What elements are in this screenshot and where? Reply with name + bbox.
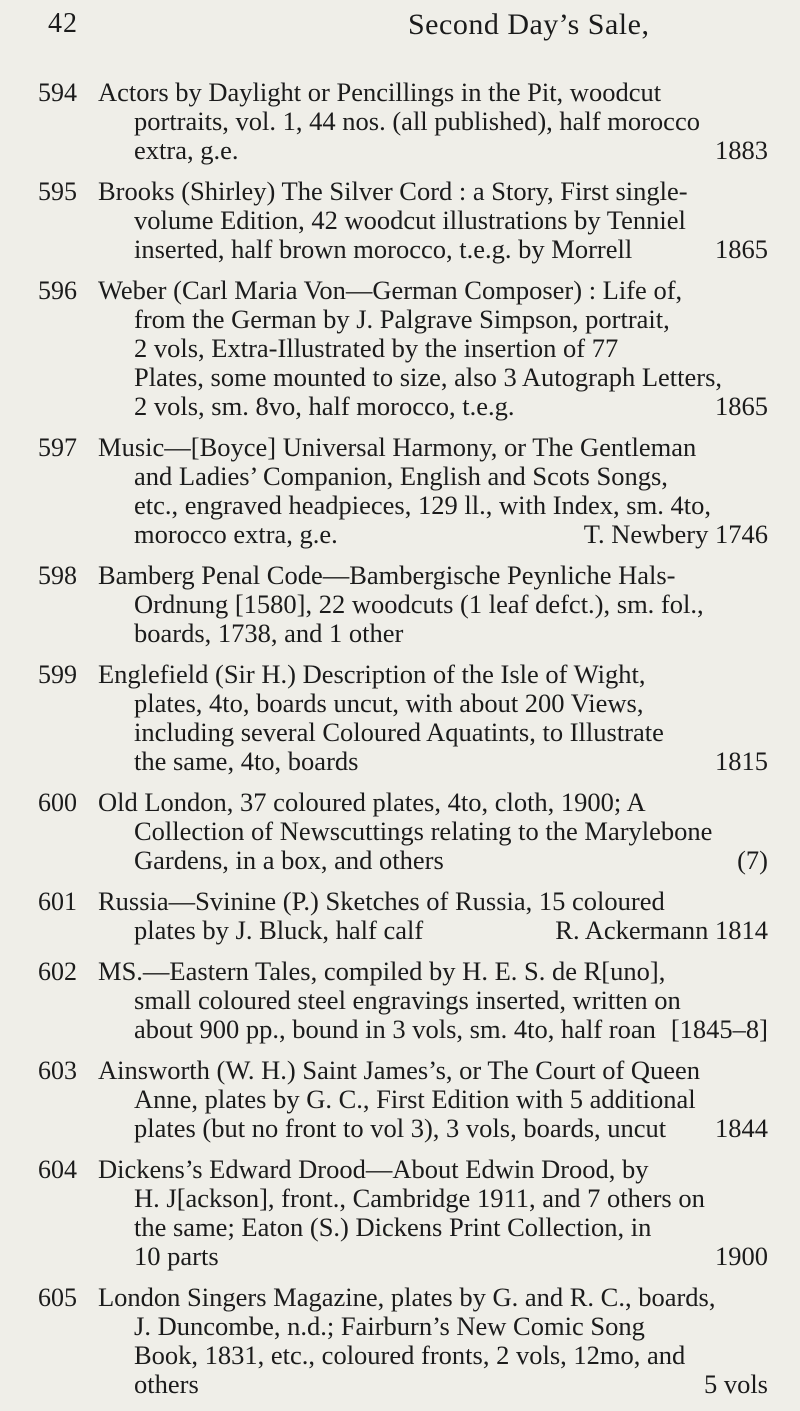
- lot-entry: [0, 177, 800, 264]
- lot-entry: [0, 1283, 800, 1399]
- lot-line: Englefield (Sir H.) Description of the Isle of Wight,: [98, 659, 646, 689]
- lot-description: [98, 1155, 768, 1271]
- lot-line: about 900 pp., bound in 3 vols, sm. 4to, half roan: [134, 1014, 656, 1044]
- lot-line: including several Coloured Aquatints, to Illustrate: [134, 717, 664, 747]
- lot-line: 2 vols, sm. 8vo, half morocco, t.e.g.: [134, 391, 515, 421]
- lot-description: [98, 433, 768, 549]
- lot-number: 601: [38, 887, 77, 916]
- lot-line: and Ladies’ Companion, English and Scots Songs,: [134, 461, 668, 491]
- lot-number: 599: [38, 660, 77, 689]
- lot-entry: [0, 276, 800, 421]
- lot-line: plates by J. Bluck, half calf: [134, 915, 424, 945]
- lot-line-wrap: [98, 957, 768, 986]
- lot-date: 5 vols: [703, 1369, 768, 1399]
- lot-line: Russia—Svinine (P.) Sketches of Russia, 15 coloured: [98, 886, 665, 916]
- lot-date: 1844: [715, 1113, 768, 1143]
- lot-line: from the German by J. Palgrave Simpson, portrait,: [134, 304, 670, 334]
- lot-line: plates (but no front to vol 3), 3 vols, boards, uncut: [134, 1113, 667, 1143]
- lot-line: Gardens, in a box, and others: [134, 845, 444, 875]
- lot-entry: [0, 957, 800, 1044]
- lot-line-wrap: [98, 235, 768, 264]
- lot-line: 10 parts: [134, 1241, 219, 1271]
- lot-line: boards, 1738, and 1 other: [134, 618, 404, 648]
- lot-entry: [0, 1155, 800, 1271]
- lot-list: [0, 78, 800, 1411]
- lot-line-wrap: [98, 107, 768, 136]
- lot-line: Brooks (Shirley) The Silver Cord : a Story, First single-: [98, 176, 688, 206]
- lot-date: (7): [737, 845, 768, 875]
- lot-line-wrap: [98, 177, 768, 206]
- lot-line-wrap: [98, 660, 768, 689]
- lot-line-wrap: [98, 392, 768, 421]
- lot-line-wrap: [98, 747, 768, 776]
- lot-line-wrap: [98, 433, 768, 462]
- lot-line-wrap: [98, 491, 768, 520]
- page-header: [0, 8, 800, 58]
- lot-line: Bamberg Penal Code—Bambergische Peynliche Hals-: [98, 560, 676, 590]
- lot-line: plates, 4to, boards uncut, with about 200 Views,: [134, 688, 644, 718]
- lot-date: 1865: [715, 391, 768, 421]
- lot-description: [98, 78, 768, 165]
- lot-line-wrap: [98, 136, 768, 165]
- lot-date: [1845–8]: [670, 1014, 768, 1044]
- lot-line-wrap: [98, 1114, 768, 1143]
- lot-line-wrap: [98, 561, 768, 590]
- page-number: 42: [48, 8, 78, 39]
- lot-line: 2 vols, Extra-Illustrated by the insertion of 77: [134, 333, 619, 363]
- lot-line-wrap: [98, 817, 768, 846]
- lot-line-wrap: [98, 916, 768, 945]
- lot-date: R. Ackermann 1814: [555, 915, 768, 945]
- lot-line-wrap: [98, 276, 768, 305]
- lot-entry: [0, 788, 800, 875]
- lot-number: 604: [38, 1155, 77, 1184]
- lot-number: 602: [38, 957, 77, 986]
- lot-line-wrap: [98, 363, 768, 392]
- lot-date: 1900: [715, 1241, 768, 1271]
- lot-line: the same; Eaton (S.) Dickens Print Collection, in: [134, 1212, 652, 1242]
- lot-line-wrap: [98, 788, 768, 817]
- lot-line: portraits, vol. 1, 44 nos. (all published), half morocco: [134, 106, 700, 136]
- lot-description: [98, 660, 768, 776]
- lot-line: others: [134, 1369, 199, 1399]
- lot-description: [98, 887, 768, 945]
- lot-line-wrap: [98, 590, 768, 619]
- lot-line-wrap: [98, 689, 768, 718]
- lot-line: Old London, 37 coloured plates, 4to, cloth, 1900; A: [98, 787, 646, 817]
- lot-line-wrap: [98, 1056, 768, 1085]
- lot-line-wrap: [98, 1015, 768, 1044]
- lot-line-wrap: [98, 846, 768, 875]
- lot-line-wrap: [98, 1242, 768, 1271]
- lot-number: 597: [38, 433, 77, 462]
- lot-line: Ainsworth (W. H.) Saint James’s, or The Court of Queen: [98, 1055, 701, 1085]
- lot-entry: [0, 1056, 800, 1143]
- lot-date: T. Newbery 1746: [583, 519, 768, 549]
- lot-date: 1815: [715, 746, 768, 776]
- lot-line: Anne, plates by G. C., First Edition with 5 additional: [134, 1084, 696, 1114]
- lot-line: Plates, some mounted to size, also 3 Autograph Letters,: [134, 362, 723, 392]
- lot-line-wrap: [98, 1312, 768, 1341]
- lot-line: volume Edition, 42 woodcut illustrations by Tenniel: [134, 205, 686, 235]
- lot-entry: [0, 561, 800, 648]
- lot-line: H. J[ackson], front., Cambridge 1911, and 7 others on: [134, 1183, 705, 1213]
- lot-line: Book, 1831, etc., coloured fronts, 2 vols, 12mo, and: [134, 1340, 686, 1370]
- lot-description: [98, 1056, 768, 1143]
- lot-line: Weber (Carl Maria Von—German Composer) : Life of,: [98, 275, 683, 305]
- lot-line-wrap: [98, 1341, 768, 1370]
- lot-line: MS.—Eastern Tales, compiled by H. E. S. de R[uno],: [98, 956, 666, 986]
- lot-line-wrap: [98, 718, 768, 747]
- lot-line-wrap: [98, 1370, 768, 1399]
- lot-description: [98, 177, 768, 264]
- lot-line-wrap: [98, 206, 768, 235]
- lot-line: morocco extra, g.e.: [134, 519, 338, 549]
- lot-line: the same, 4to, boards: [134, 746, 359, 776]
- lot-date: 1865: [715, 234, 768, 264]
- lot-entry: [0, 433, 800, 549]
- lot-line: London Singers Magazine, plates by G. and R. C., boards,: [98, 1282, 716, 1312]
- lot-line-wrap: [98, 520, 768, 549]
- lot-number: 600: [38, 788, 77, 817]
- lot-entry: [0, 887, 800, 945]
- lot-line: inserted, half brown morocco, t.e.g. by Morrell: [134, 234, 633, 264]
- lot-entry: [0, 78, 800, 165]
- lot-description: [98, 788, 768, 875]
- lot-line: small coloured steel engravings inserted, written on: [134, 985, 681, 1015]
- lot-line: extra, g.e.: [134, 135, 239, 165]
- lot-date: 1883: [715, 135, 768, 165]
- lot-number: 595: [38, 177, 77, 206]
- lot-description: [98, 561, 768, 648]
- lot-line-wrap: [98, 334, 768, 363]
- lot-line-wrap: [98, 462, 768, 491]
- lot-number: 598: [38, 561, 77, 590]
- lot-line-wrap: [98, 1283, 768, 1312]
- lot-description: [98, 276, 768, 421]
- lot-line: Dickens’s Edward Drood—About Edwin Drood, by: [98, 1154, 649, 1184]
- lot-line-wrap: [98, 1213, 768, 1242]
- lot-number: 603: [38, 1056, 77, 1085]
- lot-line: Collection of Newscuttings relating to the Marylebone: [134, 816, 713, 846]
- lot-line: Actors by Daylight or Pencillings in the Pit, woodcut: [98, 77, 662, 107]
- running-title: Second Day’s Sale,: [408, 8, 650, 41]
- lot-line-wrap: [98, 986, 768, 1015]
- lot-description: [98, 1283, 768, 1399]
- lot-line-wrap: [98, 887, 768, 916]
- lot-number: 594: [38, 78, 77, 107]
- lot-number: 596: [38, 276, 77, 305]
- lot-line-wrap: [98, 78, 768, 107]
- lot-line-wrap: [98, 1085, 768, 1114]
- lot-line-wrap: [98, 305, 768, 334]
- lot-line: Music—[Boyce] Universal Harmony, or The Gentleman: [98, 432, 697, 462]
- lot-number: 605: [38, 1283, 77, 1312]
- lot-entry: [0, 660, 800, 776]
- lot-line: J. Duncombe, n.d.; Fairburn’s New Comic Song: [134, 1311, 645, 1341]
- lot-line-wrap: [98, 1155, 768, 1184]
- lot-line: etc., engraved headpieces, 129 ll., with Index, sm. 4to,: [134, 490, 711, 520]
- lot-line: Ordnung [1580], 22 woodcuts (1 leaf defct.), sm. fol.,: [134, 589, 704, 619]
- lot-line-wrap: [98, 619, 768, 648]
- lot-description: [98, 957, 768, 1044]
- lot-line-wrap: [98, 1184, 768, 1213]
